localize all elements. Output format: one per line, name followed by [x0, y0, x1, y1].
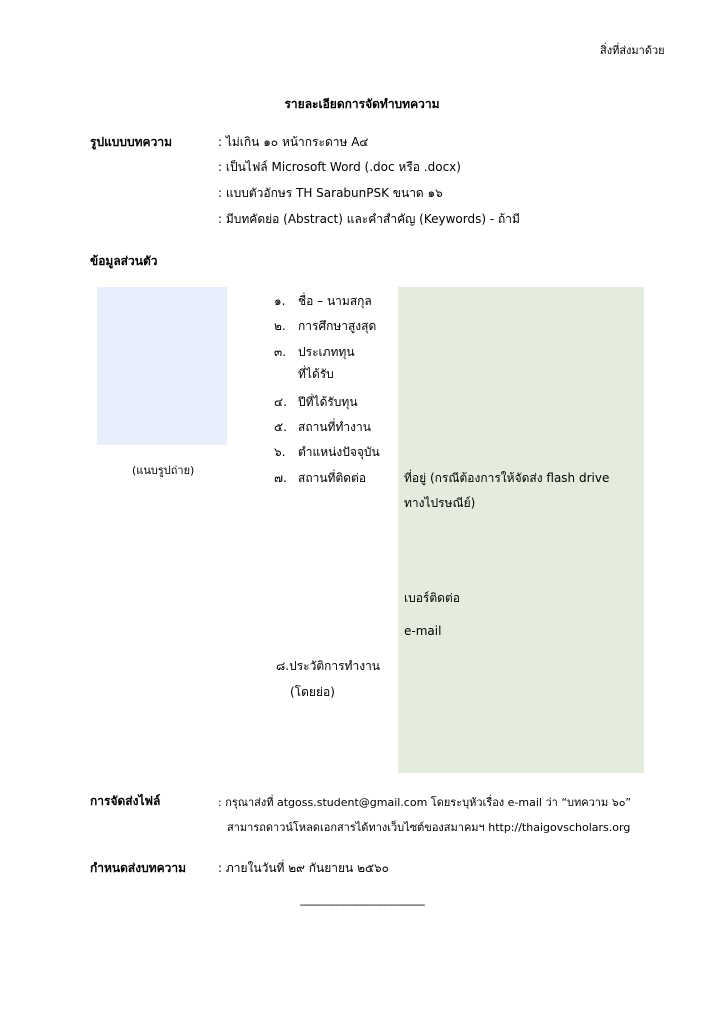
phone-label: เบอร์ติดต่อ — [404, 591, 460, 605]
work-history-label: ๘.ประวัติการทำงาน — [276, 659, 381, 673]
address-label: ที่อยู่ (กรณีต้องการให้จัดส่ง flash drive — [404, 471, 610, 485]
field-label: ตำแหน่งปัจจุบัน — [298, 445, 380, 459]
field-number: ๓. — [274, 345, 287, 359]
field-label: ชื่อ – นามสกุล — [298, 294, 372, 308]
email-label: e-mail — [404, 624, 442, 638]
format-item: : เป็นไฟล์ Microsoft Word (.doc หรือ .docx) — [218, 160, 461, 174]
submission-instruction: : กรุณาส่งที่ atgoss.student@gmail.com โดยระบุหัวเรื่อง e-mail ว่า “บทความ ๖๐” — [218, 796, 632, 809]
page-title: รายละเอียดการจัดทำบทความ — [284, 97, 440, 111]
attachment-note: สิ่งที่ส่งมาด้วย — [600, 44, 665, 57]
field-label: สถานที่ทำงาน — [298, 420, 371, 434]
address-label-cont: ทางไปรษณีย์) — [404, 496, 476, 510]
deadline-text: : ภายในวันที่ ๒๙ กันยายน ๒๕๖๐ — [218, 861, 389, 875]
footer-divider: ------------------------------------------ — [299, 898, 425, 911]
field-label: การศึกษาสูงสุด — [298, 319, 377, 333]
field-label: ประเภททุน — [298, 345, 355, 359]
field-number: ๑. — [274, 294, 286, 308]
personal-heading: ข้อมูลส่วนตัว — [90, 254, 158, 268]
field-number: ๕. — [274, 420, 287, 434]
field-label: สถานที่ติดต่อ — [298, 471, 367, 485]
submission-heading: การจัดส่งไฟล์ — [90, 794, 161, 808]
format-item: : ไม่เกิน ๑๐ หน้ากระดาษ A๔ — [218, 135, 369, 149]
format-item: : มีบทคัดย่อ (Abstract) และคำสำคัญ (Keywords) - ถ้ามี — [218, 212, 520, 226]
download-instruction: สามารถดาวน์โหลดเอกสารได้ทางเว็บไซต์ของสมาคมฯ http://thaigovscholars.org — [227, 821, 631, 834]
photo-placeholder — [97, 287, 227, 445]
photo-caption: (แนบรูปถ่าย) — [132, 464, 195, 477]
field-number: ๒. — [274, 319, 286, 333]
deadline-heading: กำหนดส่งบทความ — [90, 861, 187, 875]
format-item: : แบบตัวอักษร TH SarabunPSK ขนาด ๑๖ — [218, 186, 443, 200]
field-number: ๖. — [274, 445, 286, 459]
field-label: ปีที่ได้รับทุน — [298, 395, 358, 409]
work-history-note: (โดยย่อ) — [290, 685, 335, 699]
field-number: ๗. — [274, 471, 287, 485]
info-input-area — [398, 287, 644, 773]
field-number: ๔. — [274, 395, 287, 409]
field-label: ที่ได้รับ — [298, 367, 334, 381]
format-heading: รูปแบบบทความ — [90, 135, 172, 149]
